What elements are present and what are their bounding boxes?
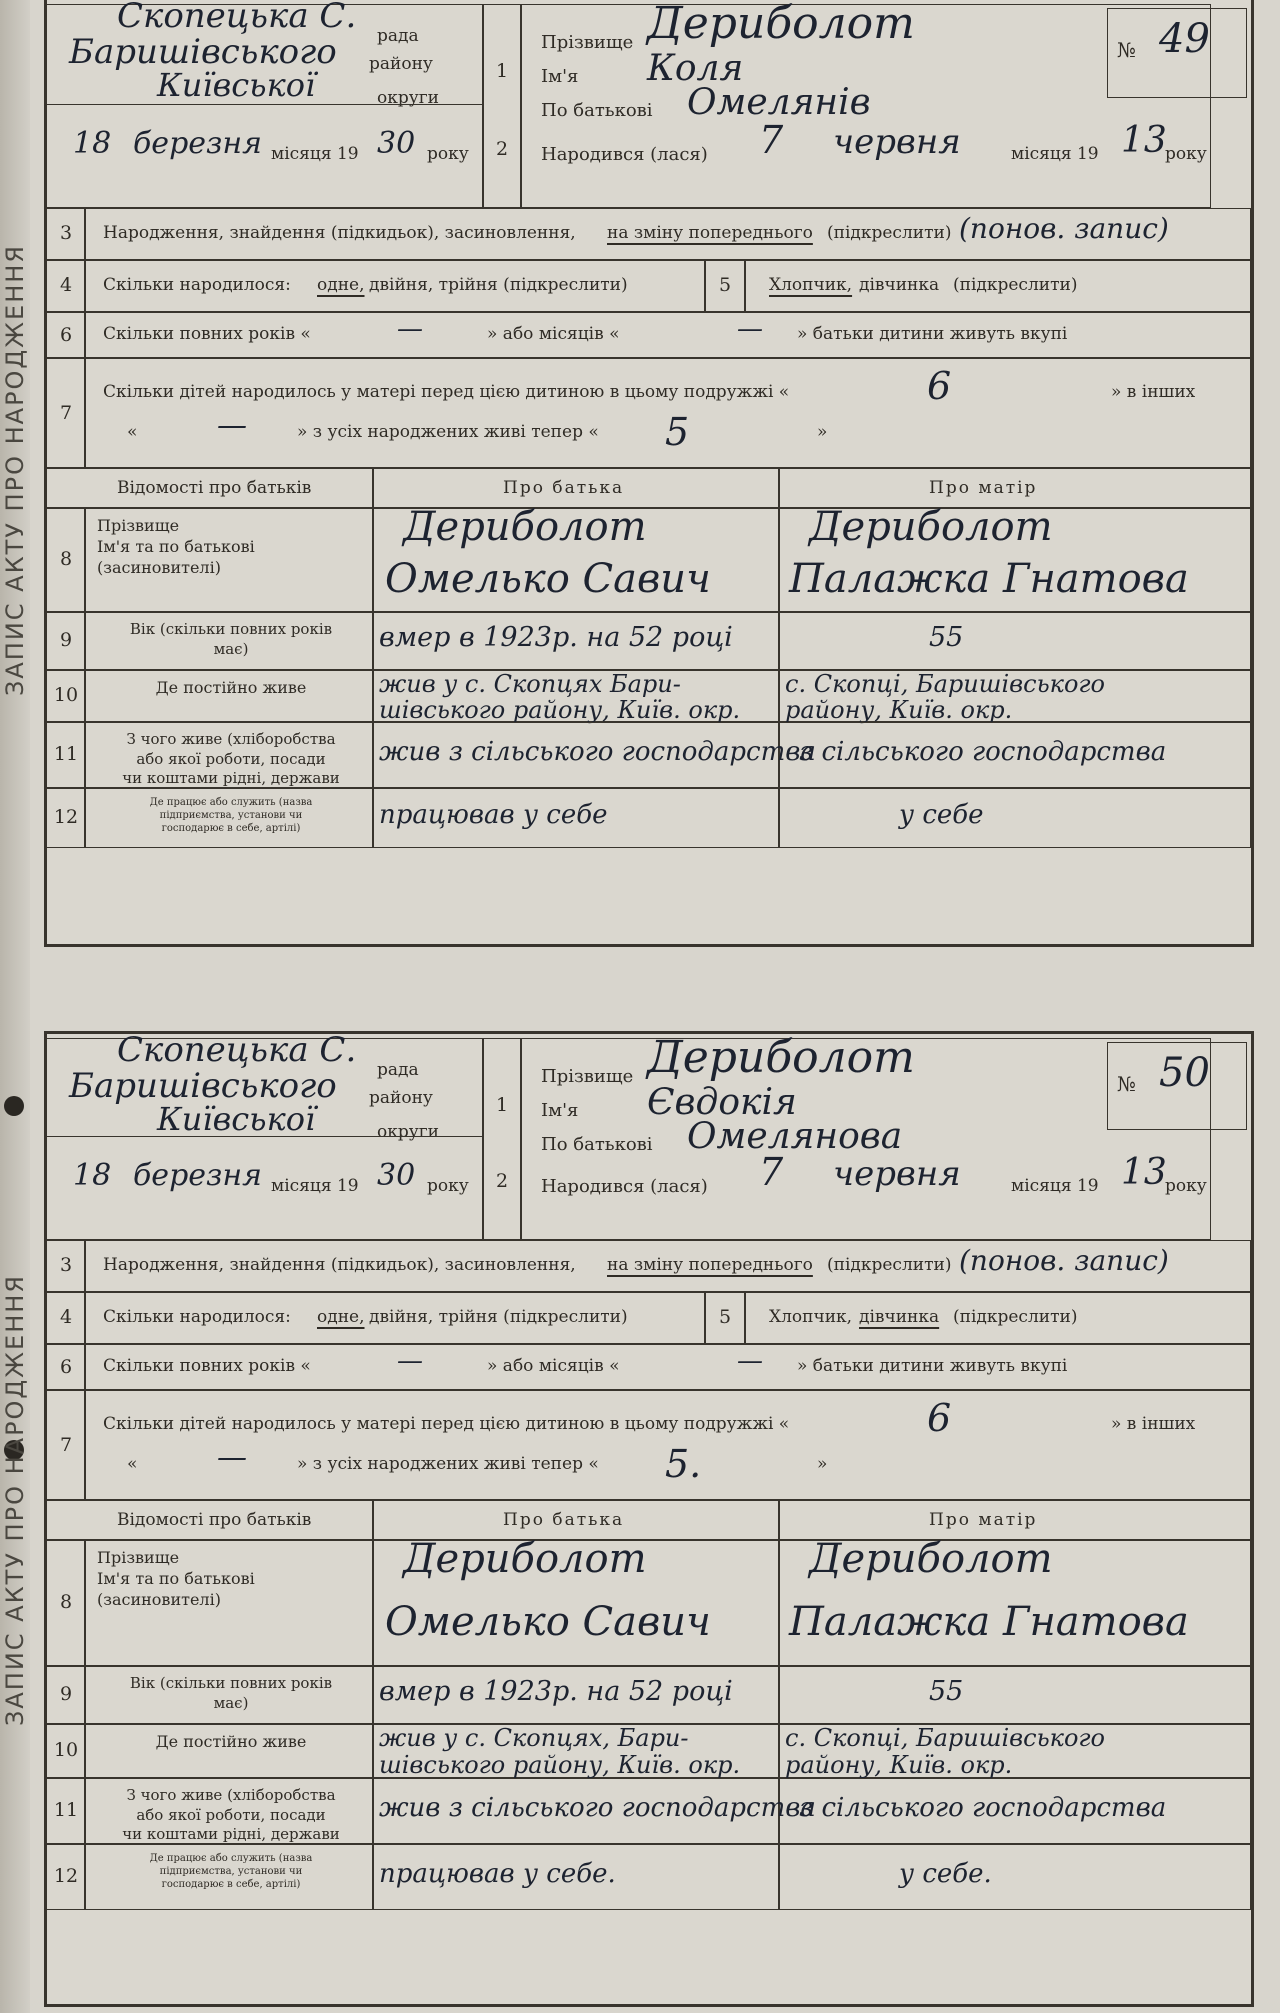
- field-label-r9: Вік (скільки повних років має): [129, 620, 333, 658]
- row-7-text-e: »: [817, 1454, 828, 1474]
- surname-label: Прізвище: [541, 32, 634, 53]
- years-together: —: [397, 314, 423, 344]
- row-number-3: 3: [59, 222, 73, 244]
- birth-month-label: місяця 19: [1011, 144, 1099, 164]
- field-label-r12: Де працює або служить (назва підприємства, установи чи господарює в себе, артілі): [149, 1853, 313, 1890]
- father-r12-value: працював у себе: [379, 799, 608, 830]
- renewal-note: (понов. запис): [959, 212, 1169, 245]
- row-number-2: 2: [495, 138, 509, 160]
- row-4-rest: двійня, трійня (підкреслити): [369, 275, 628, 295]
- patronymic-value: Омелянова: [687, 1116, 903, 1157]
- row-7-text-a: Скільки дітей народилось у матері перед цією дитиною в цьому подружжі «: [103, 1414, 790, 1434]
- girl-option: дівчинка: [859, 1307, 940, 1327]
- mother-header: Про матір: [929, 478, 1038, 498]
- row-number-11: 11: [53, 1799, 79, 1821]
- years-together: —: [397, 1346, 423, 1376]
- rayon-value: Баришівського: [69, 1066, 337, 1106]
- rada-label: рада: [377, 1060, 419, 1080]
- row-6-text-a: Скільки повних років «: [103, 1356, 311, 1376]
- girl-option: дівчинка: [859, 275, 940, 295]
- boy-option: Хлопчик,: [769, 1307, 853, 1327]
- birth-year: 13: [1121, 1152, 1167, 1193]
- row-6-text-c: » батьки дитини живуть вкупі: [797, 324, 1068, 344]
- row-5-tail: (підкреслити): [953, 275, 1078, 295]
- row-number-4: 4: [59, 274, 73, 296]
- name-label: Ім'я: [541, 1100, 579, 1121]
- row-7-text-a: Скільки дітей народилось у матері перед цією дитиною в цьому подружжі «: [103, 382, 790, 402]
- surname-label: Прізвище: [541, 1066, 634, 1087]
- month-label: місяця 19: [271, 144, 359, 164]
- row-number-9: 9: [59, 629, 73, 651]
- father-r12-value: працював у себе.: [379, 1858, 616, 1889]
- row-4-one: одне,: [317, 275, 365, 295]
- patronymic-value: Омелянів: [687, 82, 871, 123]
- name-label: Ім'я: [541, 66, 579, 87]
- mother-header: Про матір: [929, 1510, 1038, 1530]
- patronymic-label: По батькові: [541, 1134, 653, 1155]
- row-7-text-e: »: [817, 422, 828, 442]
- children-other: —: [217, 1440, 247, 1475]
- renewal-note: (понов. запис): [959, 1244, 1169, 1277]
- month-label: місяця 19: [271, 1176, 359, 1196]
- row-number-2: 2: [495, 1170, 509, 1192]
- mother-r11-value: з сільського господарства: [799, 736, 1167, 767]
- field-label-r8: Прізвище Ім'я та по батькові (засиновителі): [97, 1548, 255, 1609]
- field-label-r9: Вік (скільки повних років має): [129, 1674, 333, 1712]
- year-label: року: [427, 1176, 469, 1196]
- mother-value-cell: [779, 1666, 1251, 1724]
- row-number-cell: [483, 4, 521, 208]
- reg-year: 30: [377, 1158, 416, 1193]
- row-7-text-b: » в інших: [1111, 1414, 1196, 1434]
- row-number-12: 12: [53, 1865, 79, 1887]
- father-r11-value: жив з сільського господарства: [379, 1792, 816, 1823]
- row-number-5: 5: [718, 1306, 732, 1328]
- father-header: Про батька: [503, 1510, 625, 1530]
- rada-value: Скопецька С.: [117, 1030, 357, 1070]
- reg-day: 18: [73, 1158, 112, 1193]
- rayon-label: району: [369, 54, 433, 74]
- father-r9-value: вмер в 1923р. на 52 році: [379, 622, 733, 654]
- father-header: Про батька: [503, 478, 625, 498]
- father-r10-line-1: жив у с. Скопцях, Бари-: [379, 1724, 689, 1752]
- row-7-text-c: «: [127, 422, 138, 442]
- row-number-1: 1: [495, 60, 509, 82]
- row-number-1: 1: [495, 1094, 509, 1116]
- children-other: —: [217, 408, 247, 443]
- row-number-7: 7: [59, 402, 73, 424]
- row-number-10: 10: [53, 684, 79, 706]
- patronymic-label: По батькові: [541, 100, 653, 121]
- row-3-text: Народження, знайдення (підкидьок), засиновлення,: [103, 223, 576, 243]
- row-4-rest: двійня, трійня (підкреслити): [369, 1307, 628, 1327]
- boy-option: Хлопчик,: [769, 275, 853, 295]
- row-number-9: 9: [59, 1683, 73, 1705]
- row-number-6: 6: [59, 1356, 73, 1378]
- mother-value-cell: [779, 788, 1251, 848]
- reg-month: березня: [133, 1158, 263, 1193]
- mother-value-cell: [779, 1844, 1251, 1910]
- field-label-r11: З чого живе (хліборобства або якої роботи, посади чи коштами рідні, держави: [122, 730, 340, 787]
- registration-date-box: [47, 1136, 483, 1240]
- father-r9-value: вмер в 1923р. на 52 році: [379, 1676, 733, 1708]
- registration-date-box: [47, 104, 483, 208]
- birth-month: червня: [833, 1154, 961, 1194]
- father-r8-line-2: Омелько Савич: [385, 1599, 711, 1645]
- row-6-text-b: » або місяців «: [487, 1356, 620, 1376]
- row-3-text: Народження, знайдення (підкидьок), засиновлення,: [103, 1255, 576, 1275]
- field-label-r12: Де працює або служить (назва підприємства, установи чи господарює в себе, артілі): [149, 797, 313, 834]
- okruha-label: округи: [377, 88, 439, 108]
- row-number-3: 3: [59, 1254, 73, 1276]
- name-value: Коля: [647, 48, 744, 89]
- birth-month: червня: [833, 122, 961, 162]
- record-number: 49: [1159, 16, 1210, 62]
- row-6-text-c: » батьки дитини живуть вкупі: [797, 1356, 1068, 1376]
- mother-r12-value: у себе: [899, 799, 984, 830]
- row-3-tail: (підкреслити): [827, 1255, 952, 1275]
- months-together: —: [737, 1346, 763, 1376]
- mother-value-cell: [779, 612, 1251, 670]
- mother-r10-line-1: с. Скопці, Баришівського: [785, 670, 1105, 698]
- birth-year-label: року: [1165, 1176, 1207, 1196]
- mother-r10-line-2: району, Київ. окр.: [785, 696, 1013, 724]
- mother-r9-value: 55: [929, 1676, 964, 1708]
- okruha-label: округи: [377, 1122, 439, 1142]
- mother-r12-value: у себе.: [899, 1858, 992, 1889]
- children-this-marriage: 6: [927, 1396, 952, 1440]
- rada-value: Скопецька С.: [117, 0, 357, 36]
- birth-day: 7: [759, 1150, 784, 1194]
- field-label-r8: Прізвище Ім'я та по батькові (засиновителі): [97, 516, 255, 577]
- number-sign: №: [1117, 38, 1136, 62]
- field-label-r11: З чого живе (хліборобства або якої роботи, посади чи коштами рідні, держави: [122, 1786, 340, 1843]
- row-number-7: 7: [59, 1434, 73, 1456]
- reg-year: 30: [377, 126, 416, 161]
- row-number-8: 8: [59, 1591, 73, 1613]
- birth-day: 7: [759, 118, 784, 162]
- row-7-text-b: » в інших: [1111, 382, 1196, 402]
- row-4-one: одне,: [317, 1307, 365, 1327]
- mother-r8-line-2: Палажка Гнатова: [789, 556, 1189, 602]
- row-6-text-b: » або місяців «: [487, 324, 620, 344]
- mother-r9-value: 55: [929, 622, 964, 654]
- parents-header: Відомості про батьків: [117, 478, 312, 498]
- born-label: Народився (лася): [541, 1176, 708, 1197]
- children-this-marriage: 6: [927, 364, 952, 408]
- children-alive: 5.: [665, 1442, 702, 1486]
- row-7-text-c: «: [127, 1454, 138, 1474]
- father-r10-line-1: жив у с. Скопцях Бари-: [379, 670, 681, 698]
- father-r8-line-1: Дериболот: [403, 1536, 647, 1582]
- row-3-underlined: на зміну попереднього: [607, 223, 813, 243]
- row-number-10: 10: [53, 1739, 79, 1761]
- father-r10-line-2: шівського району, Київ. окр.: [379, 696, 741, 724]
- surname-value: Дериболот: [647, 0, 915, 49]
- okruha-value: Київської: [157, 1100, 316, 1138]
- father-r8-line-2: Омелько Савич: [385, 556, 711, 602]
- name-value: Євдокія: [647, 1082, 797, 1123]
- birth-month-label: місяця 19: [1011, 1176, 1099, 1196]
- months-together: —: [737, 314, 763, 344]
- record-number: 50: [1159, 1050, 1210, 1096]
- row-3-underlined: на зміну попереднього: [607, 1255, 813, 1275]
- number-sign: №: [1117, 1072, 1136, 1096]
- father-r11-value: жив з сільського господарства: [379, 736, 816, 767]
- mother-r10-line-1: с. Скопці, Баришівського: [785, 1724, 1105, 1752]
- year-label: року: [427, 144, 469, 164]
- okruha-value: Київської: [157, 66, 316, 104]
- rayon-label: району: [369, 1088, 433, 1108]
- reg-day: 18: [73, 126, 112, 161]
- children-alive: 5: [665, 410, 690, 454]
- row-number-12: 12: [53, 806, 79, 828]
- row-3-tail: (підкреслити): [827, 223, 952, 243]
- row-7-text-d: » з усіх народжених живі тепер «: [297, 422, 599, 442]
- row-number-11: 11: [53, 743, 79, 765]
- mother-r8-line-1: Дериболот: [809, 1536, 1053, 1582]
- mother-r11-value: з сільського господарства: [799, 1792, 1167, 1823]
- row-4-text: Скільки народилося:: [103, 1307, 291, 1327]
- birth-record-1: [44, 0, 1254, 947]
- father-r8-line-1: Дериболот: [403, 504, 647, 550]
- birth-record-2: [44, 1031, 1254, 2007]
- punch-hole: [4, 1096, 24, 1116]
- row-number-5: 5: [718, 274, 732, 296]
- side-title: ЗАПИС АКТУ ПРО НАРОДЖЕННЯ: [1, 1274, 29, 1726]
- rayon-value: Баришівського: [69, 32, 337, 72]
- row-number-6: 6: [59, 324, 73, 346]
- parents-header: Відомості про батьків: [117, 1510, 312, 1530]
- reg-month: березня: [133, 126, 263, 161]
- field-label-r10: Де постійно живе: [155, 678, 307, 697]
- birth-year-label: року: [1165, 144, 1207, 164]
- born-label: Народився (лася): [541, 144, 708, 165]
- row-number-cell: [483, 1038, 521, 1240]
- row-5-tail: (підкреслити): [953, 1307, 1078, 1327]
- row-6-text-a: Скільки повних років «: [103, 324, 311, 344]
- father-r10-line-2: шівського району, Київ. окр.: [379, 1751, 741, 1779]
- mother-r8-line-2: Палажка Гнатова: [789, 1599, 1189, 1645]
- row-7-text-d: » з усіх народжених живі тепер «: [297, 1454, 599, 1474]
- side-title: ЗАПИС АКТУ ПРО НАРОДЖЕННЯ: [1, 244, 29, 696]
- birth-year: 13: [1121, 120, 1167, 161]
- mother-r8-line-1: Дериболот: [809, 504, 1053, 550]
- rada-label: рада: [377, 26, 419, 46]
- row-number-4: 4: [59, 1306, 73, 1328]
- field-label-r10: Де постійно живе: [155, 1732, 307, 1751]
- mother-r10-line-2: району, Київ. окр.: [785, 1751, 1013, 1779]
- surname-value: Дериболот: [647, 1032, 915, 1083]
- row-number-8: 8: [59, 548, 73, 570]
- row-4-text: Скільки народилося:: [103, 275, 291, 295]
